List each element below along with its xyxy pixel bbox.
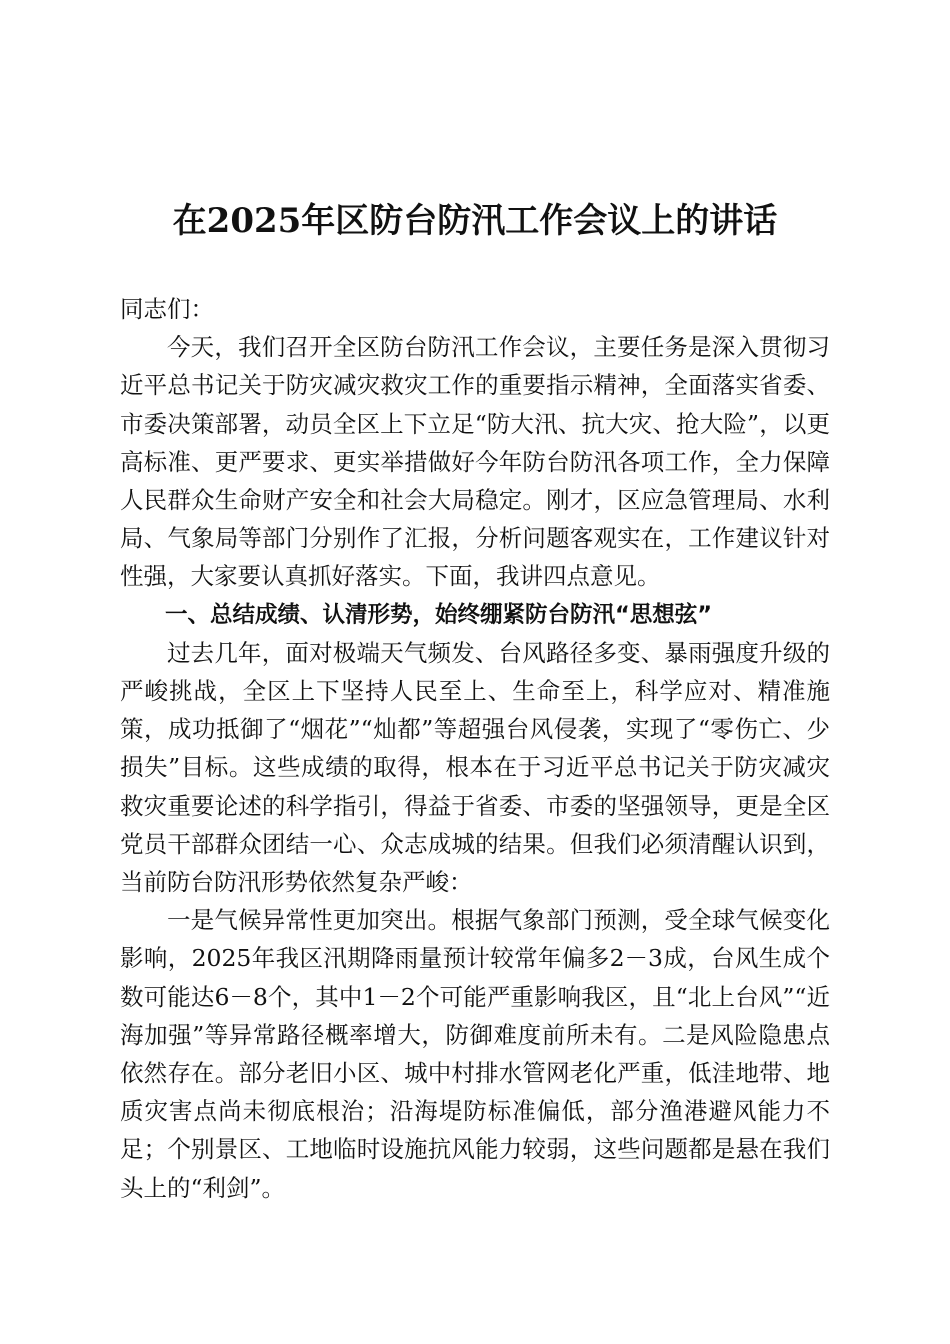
section-1-paragraph-1: 过去几年，面对极端天气频发、台风路径多变、暴雨强度升级的严峻挑战，全区上下坚持人民至上、生命至上，科学应对、精准施策，成功抵御了“烟花”“灿都”等超强台风侵袭，实现了“零伤亡、少损失”目标。这些成绩的取得，根本在于习近平总书记关于防灾减灾救灾重要论述的科学指引，得益于省委、市委的坚强领导，更是全区党员干部群众团结一心、众志成城的结果。但我们必须清醒认识到，当前防台防汛形势依然复杂严峻： (120, 638, 830, 897)
intro-paragraph: 今天，我们召开全区防台防汛工作会议，主要任务是深入贯彻习近平总书记关于防灾减灾救灾工作的重要指示精神，全面落实省委、市委决策部署，动员全区上下立足“防大汛、抗大灾、抢大险”，以更高标准、更严要求、更实举措做好今年防台防汛各项工作，全力保障人民群众生命财产安全和社会大局稳定。刚才，区应急管理局、水利局、气象局等部门分别作了汇报，分析问题客观实在，工作建议针对性强，大家要认真抓好落实。下面，我讲四点意见。 (120, 333, 830, 591)
salutation: 同志们： (120, 295, 214, 323)
section-heading-1: 一、总结成绩、认清形势，始终绷紧防台防汛“思想弦” (165, 601, 713, 628)
document-title: 在2025年区防台防汛工作会议上的讲话 (172, 201, 778, 241)
document-body (120, 290, 830, 1207)
section-1-paragraph-2: 一是气候异常性更加突出。根据气象部门预测，受全球气候变化影响，2025年我区汛期降雨量预计较常年偏多2－3成，台风生成个数可能达6－8个，其中1－2个可能严重影响我区，且“北上台风”“近海加强”等异常路径概率增大，防御难度前所未有。二是风险隐患点依然存在。部分老旧小区、城中村排水管网老化严重，低洼地带、地质灾害点尚未彻底根治；沿海堤防标准偏低，部分渔港避风能力不足；个别景区、工地临时设施抗风能力较弱，这些问题都是悬在我们头上的“利剑”。 (120, 906, 830, 1202)
